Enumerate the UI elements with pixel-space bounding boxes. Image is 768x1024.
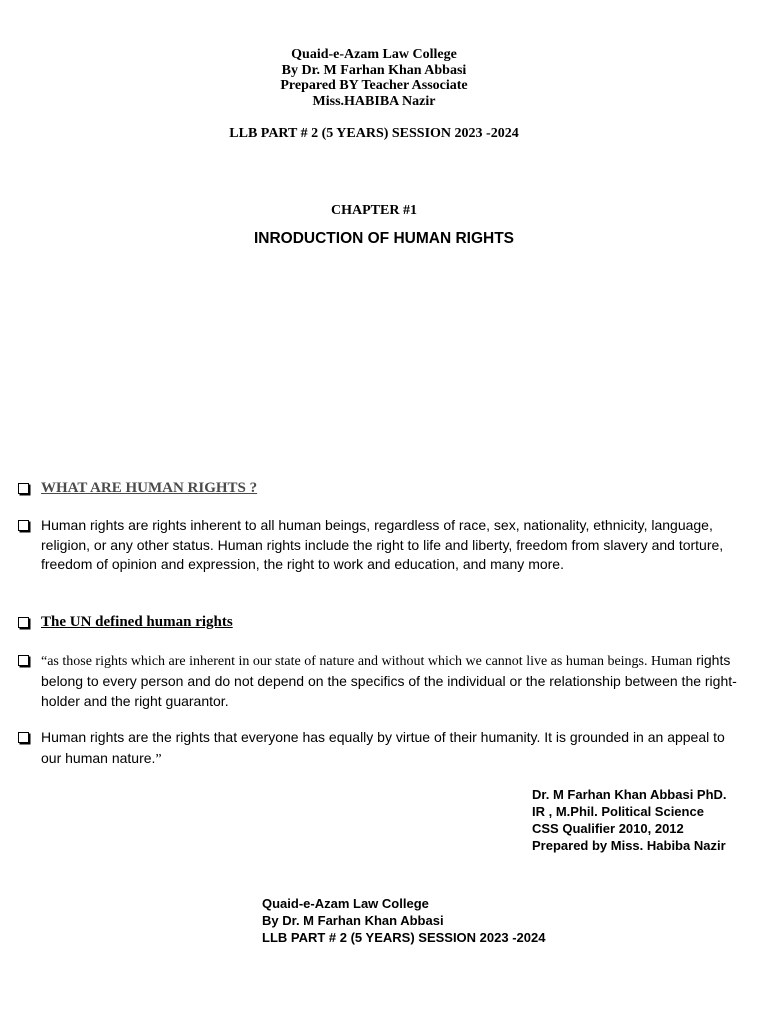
paragraph-text: Human rights are the rights that everyone has equally by virtue of their humanity. It is grounded in an appeal to our human nature.	[41, 729, 725, 766]
paragraph	[41, 728, 738, 769]
checkbox-bullet-icon	[18, 520, 29, 531]
list-item	[18, 728, 738, 769]
session-line: LLB PART # 2 (5 YEARS) SESSION 2023 -2024	[229, 126, 519, 141]
closing-quote-mark: ”	[155, 751, 162, 767]
section-heading: WHAT ARE HUMAN RIGHTS ?	[41, 480, 258, 496]
list-item	[18, 651, 738, 713]
signature-line: Prepared by Miss. Habiba Nazir	[532, 838, 726, 853]
author-line: By Dr. M Farhan Khan Abbasi	[281, 62, 467, 78]
quote-sans-part: rights belong to every person and do not depend on the specifics of the individual or the relationship between the right-holder and the right guarantor.	[41, 652, 737, 709]
checkbox-bullet-icon	[18, 483, 29, 494]
footer-line: LLB PART # 2 (5 YEARS) SESSION 2023 -2024	[262, 930, 546, 945]
checkbox-bullet-icon	[18, 655, 29, 666]
document-footer	[262, 895, 545, 946]
teacher-name: Miss.HABIBA Nazir	[312, 93, 436, 109]
checkbox-bullet-icon	[18, 617, 29, 628]
quote-paragraph	[41, 651, 738, 713]
college-name: Quaid-e-Azam Law College	[291, 47, 457, 62]
section-heading: The UN defined human rights	[41, 614, 233, 630]
chapter-number: CHAPTER #1	[331, 203, 417, 218]
chapter-title: INRODUCTION OF HUMAN RIGHTS	[253, 230, 515, 247]
checkbox-bullet-icon	[18, 732, 29, 743]
footer-line: Quaid-e-Azam Law College	[262, 896, 429, 911]
signature-block	[532, 786, 727, 854]
list-item	[18, 516, 738, 575]
quote-serif-part: “as those rights which are inherent in our state of nature and without which we cannot live as human beings. Human	[41, 654, 693, 669]
paragraph: Human rights are rights inherent to all human beings, regardless of race, sex, nationality, ethnicity, language, religion, or any other status. Human rights include the right to life and liberty, freedom from slavery and torture, freedom of opinion and expression, the right to work and education, and many more.	[41, 517, 724, 572]
signature-line: CSS Qualifier 2010, 2012	[532, 821, 684, 836]
signature-line: Dr. M Farhan Khan Abbasi PhD.	[532, 787, 727, 802]
prepared-by-line: Prepared BY Teacher Associate	[280, 78, 468, 93]
footer-line: By Dr. M Farhan Khan Abbasi	[262, 913, 444, 928]
list-item	[18, 613, 738, 633]
signature-line: IR , M.Phil. Political Science	[532, 804, 704, 819]
document-header	[0, 47, 748, 109]
list-item	[18, 479, 738, 499]
